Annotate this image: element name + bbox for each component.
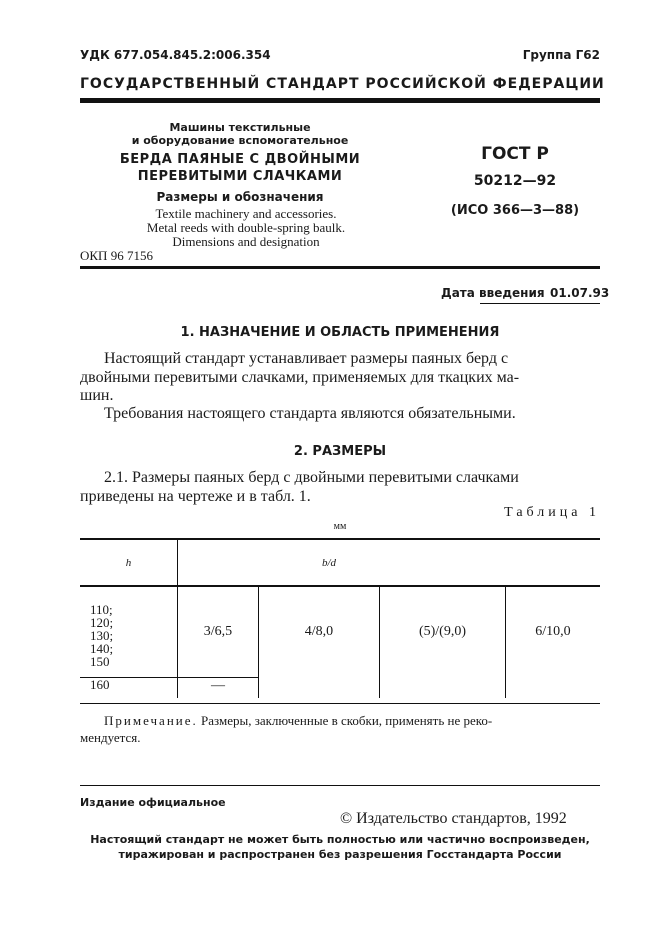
header-rule — [80, 98, 600, 103]
value-cell: 4/8,0 — [259, 586, 380, 678]
okp-code: ОКП 96 7156 — [80, 248, 153, 263]
english-title-line-3: Dimensions and designation — [172, 234, 320, 249]
udk-code: УДК 677.054.845.2:006.354 — [80, 48, 271, 62]
h-value-last: 160 — [80, 678, 178, 699]
reproduction-notice-line-1: Настоящий стандарт не может быть полностью или частично воспроизведен, — [90, 833, 590, 846]
table-header-row — [80, 539, 600, 586]
table-caption: Таблица 1 — [504, 505, 600, 520]
copyright-line — [340, 810, 567, 828]
gost-label: ГОСТ Р — [481, 144, 549, 164]
group-code: Группа Г62 — [522, 48, 600, 62]
section-2-heading: 2. РАЗМЕРЫ — [293, 444, 387, 459]
intro-date-value: 01.07.93 — [550, 286, 610, 300]
english-title-line-2: Metal reeds with double-spring baulk. — [146, 220, 346, 235]
footer-rule — [80, 785, 600, 786]
h-value: 140; — [90, 640, 114, 656]
note-text: Размеры, заключенные в скобки, применять не реко- — [201, 713, 493, 728]
section-1-paragraph-line-2: двойными перевитыми слачками, применяемых для ткацких ма- — [80, 369, 520, 386]
official-edition: Издание официальное — [80, 796, 226, 809]
title-block-rule — [80, 266, 600, 269]
note-line-1 — [104, 713, 492, 729]
note-line-2: мендуется. — [80, 730, 141, 745]
value-cell: 6/10,0 — [535, 624, 571, 640]
header-b-d: b/d — [178, 539, 601, 586]
english-title-line-1: Textile machinery and accessories. — [155, 206, 337, 221]
reproduction-notice-line-2: тиражирован и распространен без разрешения Госстандарта России — [118, 848, 562, 861]
h-values-cell — [80, 586, 178, 678]
dimensions-table — [80, 538, 600, 698]
category-line-1: Машины текстильные — [169, 121, 311, 134]
note-label: Примечание. — [104, 713, 198, 728]
table-row — [80, 678, 600, 699]
table-unit: мм — [333, 521, 347, 532]
section-1-heading: 1. НАЗНАЧЕНИЕ И ОБЛАСТЬ ПРИМЕНЕНИЯ — [180, 325, 500, 340]
header-h: h — [80, 539, 178, 586]
iso-reference: (ИСО 366—3—88) — [450, 203, 580, 218]
title-line-1: БЕРДА ПАЯНЫЕ С ДВОЙНЫМИ — [119, 152, 361, 167]
standard-title: ГОСУДАРСТВЕННЫЙ СТАНДАРТ РОССИЙСКОЙ ФЕДЕРАЦИИ — [80, 76, 605, 92]
section-1-paragraph-line-3: шин. — [80, 387, 114, 404]
section-1-paragraph-line-1: Настоящий стандарт устанавливает размеры паяных берд с — [104, 350, 509, 367]
h-value: 130; — [90, 627, 114, 643]
value-cell: (5)/(9,0) — [380, 586, 506, 678]
value-cell: 3/6,5 — [178, 586, 259, 678]
table-row — [80, 586, 600, 678]
section-2-paragraph-line-1: 2.1. Размеры паяных берд с двойными перевитыми слачками — [104, 469, 519, 486]
h-value: 150 — [90, 653, 110, 669]
section-2-paragraph-line-2: приведены на чертеже и в табл. 1. — [80, 488, 311, 505]
title-line-2: ПЕРЕВИТЫМИ СЛАЧКАМИ — [137, 169, 343, 184]
intro-date-label: Дата введения — [441, 286, 545, 300]
section-1-paragraph-2: Требования настоящего стандарта являются обязательными. — [104, 405, 516, 422]
subtitle: Размеры и обозначения — [156, 190, 324, 204]
table-bottom-rule — [80, 703, 600, 704]
h-value: 110; — [90, 601, 113, 617]
category-line-2: и оборудование вспомогательное — [131, 134, 349, 147]
date-underline — [480, 303, 600, 304]
h-value: 120; — [90, 614, 114, 630]
dash-cell: — — [178, 678, 259, 699]
copyright-icon: © — [340, 810, 353, 827]
gost-number: 50212—92 — [473, 173, 557, 189]
copyright-text: Издательство стандартов, 1992 — [356, 810, 567, 827]
